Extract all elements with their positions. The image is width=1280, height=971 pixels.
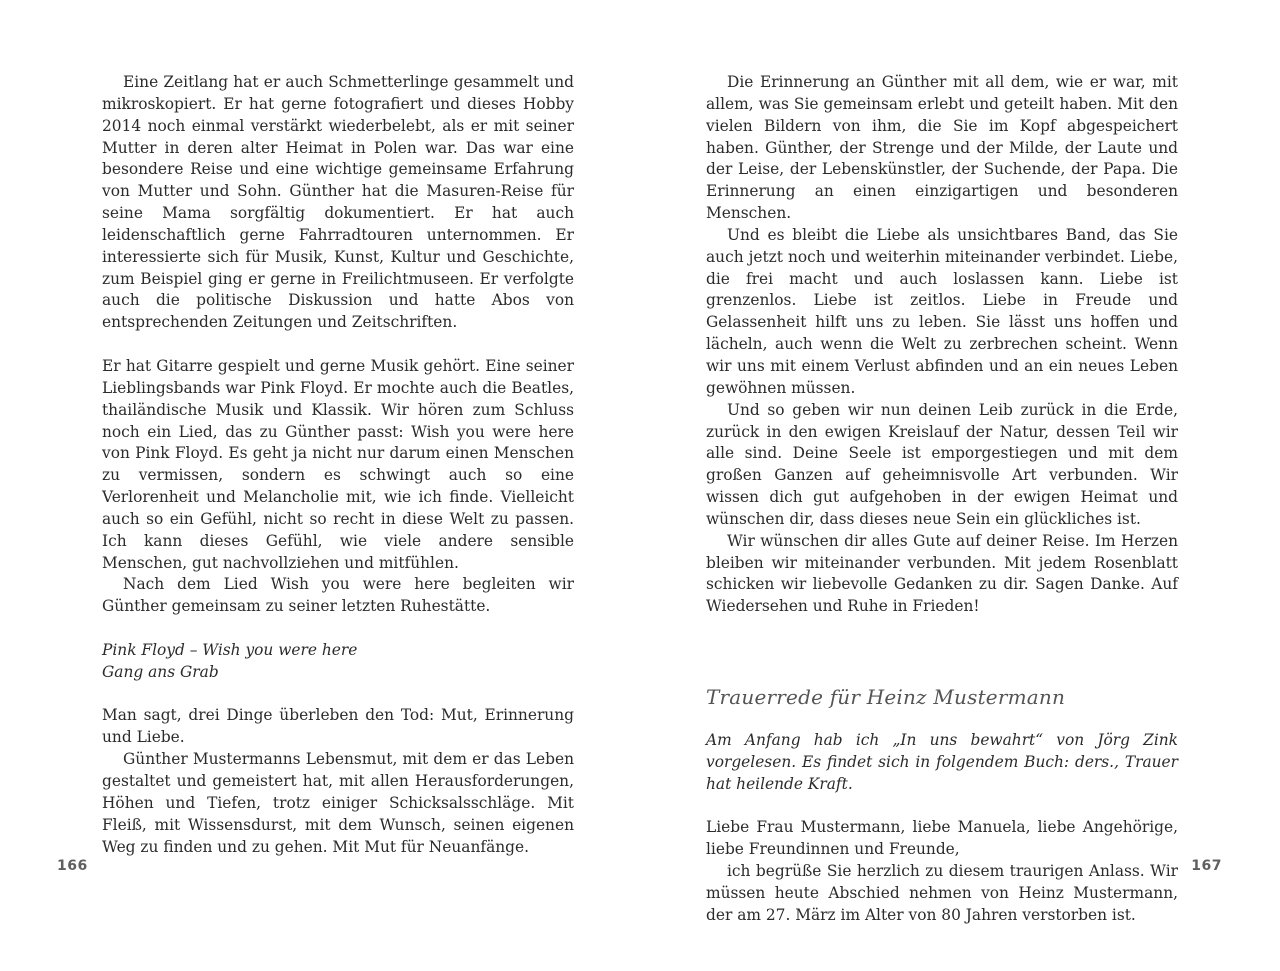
song-title: Pink Floyd – Wish you were here [102, 640, 358, 659]
paragraph: ich begrüße Sie herzlich zu diesem traurigen Anlass. Wir müssen heute Abschied nehmen von Heinz Mustermann, der am 27. März im Alter von 80 Jahren verstorben ist. [706, 862, 1178, 924]
paragraph: Und so geben wir nun deinen Leib zurück in die Erde, zurück in den ewigen Kreislauf der Natur, dessen Teil wir alle sind. Deine Seele ist emporgestiegen und mit dem großen Ganzen auf geheimnisvolle Art verbunden. Wir wissen dich gut aufgehoben in der ewigen Heimat und wünschen dir, dass dieses neue Sein ein glückliches ist. [706, 400, 1178, 528]
paragraph: Die Erinnerung an Günther mit all dem, wie er war, mit allem, was Sie gemeinsam erlebt und geteilt haben. Mit den vielen Bildern von ihm, die Sie im Kopf abgespeichert haben. Günther, der Strenge und der Milde, der Laute und der Leise, der Lebenskünstler, der Suchende, der Papa. Die Erinnerung an einen einzigartigen und besonderen Menschen. [706, 73, 1178, 223]
right-text-column [706, 72, 1178, 927]
paragraph: Man sagt, drei Dinge überleben den Tod: Mut, Erinnerung und Liebe. [102, 706, 574, 747]
paragraph: Eine Zeitlang hat er auch Schmetterlinge gesammelt und mikroskopiert. Er hat gerne fotografiert und dieses Hobby 2014 noch einmal verstärkt wiederbelebt, als er mit seiner Mutter in deren alter Heimat in Polen war. Das war eine besondere Reise und eine wichtige gemeinsame Erfahrung von Mutter und Sohn. Günther hat die Masuren-Reise für seine Mama sorgfältig dokumentiert. Er hat auch leidenschaftlich gerne Fahrradtouren unternommen. Er interessierte sich für Musik, Kunst, Kultur und Geschichte, zum Beispiel ging er gerne in Freilichtmuseen. Er verfolgte auch die politische Diskussion und hatte Abos von entsprechenden Zeitungen und Zeitschriften. [102, 73, 574, 332]
italic-note: Am Anfang hab ich „In uns bewahrt“ von Jörg Zink vorgelesen. Es findet sich in folgendem Buch: ders., Trauer hat heilende Kraft. [706, 731, 1178, 793]
stage-direction: Gang ans Grab [102, 662, 219, 681]
page-number: 167 [1191, 858, 1222, 874]
page-number: 166 [57, 858, 88, 874]
paragraph: Wir wünschen dir alles Gute auf deiner Reise. Im Herzen bleiben wir miteinander verbunden. Mit jedem Rosenblatt schicken wir liebevolle Gedanken zu dir. Sagen Danke. Auf Wiedersehen und Ruhe in Frieden! [706, 531, 1178, 616]
paragraph: Günther Mustermanns Lebensmut, mit dem er das Leben gestaltet und gemeistert hat, mit allen Herausforderungen, Höhen und Tiefen, trotz einiger Schicksalsschläge. Mit Fleiß, mit Wissensdurst, mit dem Wunsch, seinen eigenen Weg zu finden und zu gehen. Mit Mut für Neuanfänge. [102, 750, 574, 856]
section-heading: Trauerrede für Heinz Mustermann [706, 685, 1066, 710]
paragraph: Er hat Gitarre gespielt und gerne Musik gehört. Eine seiner Lieblingsbands war Pink Floyd. Er mochte auch die Beatles, thailändische Musik und Klassik. Wir hören zum Schluss noch ein Lied, das zu Günther passt: Wish you were here von Pink Floyd. Es geht ja nicht nur darum einen Menschen zu vermissen, sondern es schwingt auch so eine Verlorenheit und Melancholie mit, wie ich finde. Vielleicht auch so ein Gefühl, nicht so recht in diese Welt zu passen. Ich kann dieses Gefühl, wie viele andere sensible Menschen, gut nachvollziehen und mitfühlen. [102, 356, 574, 572]
paragraph: Und es bleibt die Liebe als unsichtbares Band, das Sie auch jetzt noch und weiterhin miteinander verbindet. Liebe, die frei macht und auch loslassen kann. Liebe ist grenzenlos. Liebe ist zeitlos. Liebe in Freude und Gelassenheit hilft uns zu leben. Sie lässt uns hoffen und lächeln, auch wenn die Welt zu zerbrechen scheint. Wenn wir uns mit einem Verlust abfinden und an ein neues Leben gewöhnen müssen. [706, 225, 1178, 397]
right-page [640, 0, 1280, 971]
left-text-column [102, 72, 574, 858]
paragraph: Liebe Frau Mustermann, liebe Manuela, liebe Angehörige, liebe Freundinnen und Freunde, [706, 818, 1178, 859]
paragraph: Nach dem Lied Wish you were here begleiten wir Günther gemeinsam zu seiner letzten Ruhestätte. [102, 575, 574, 616]
